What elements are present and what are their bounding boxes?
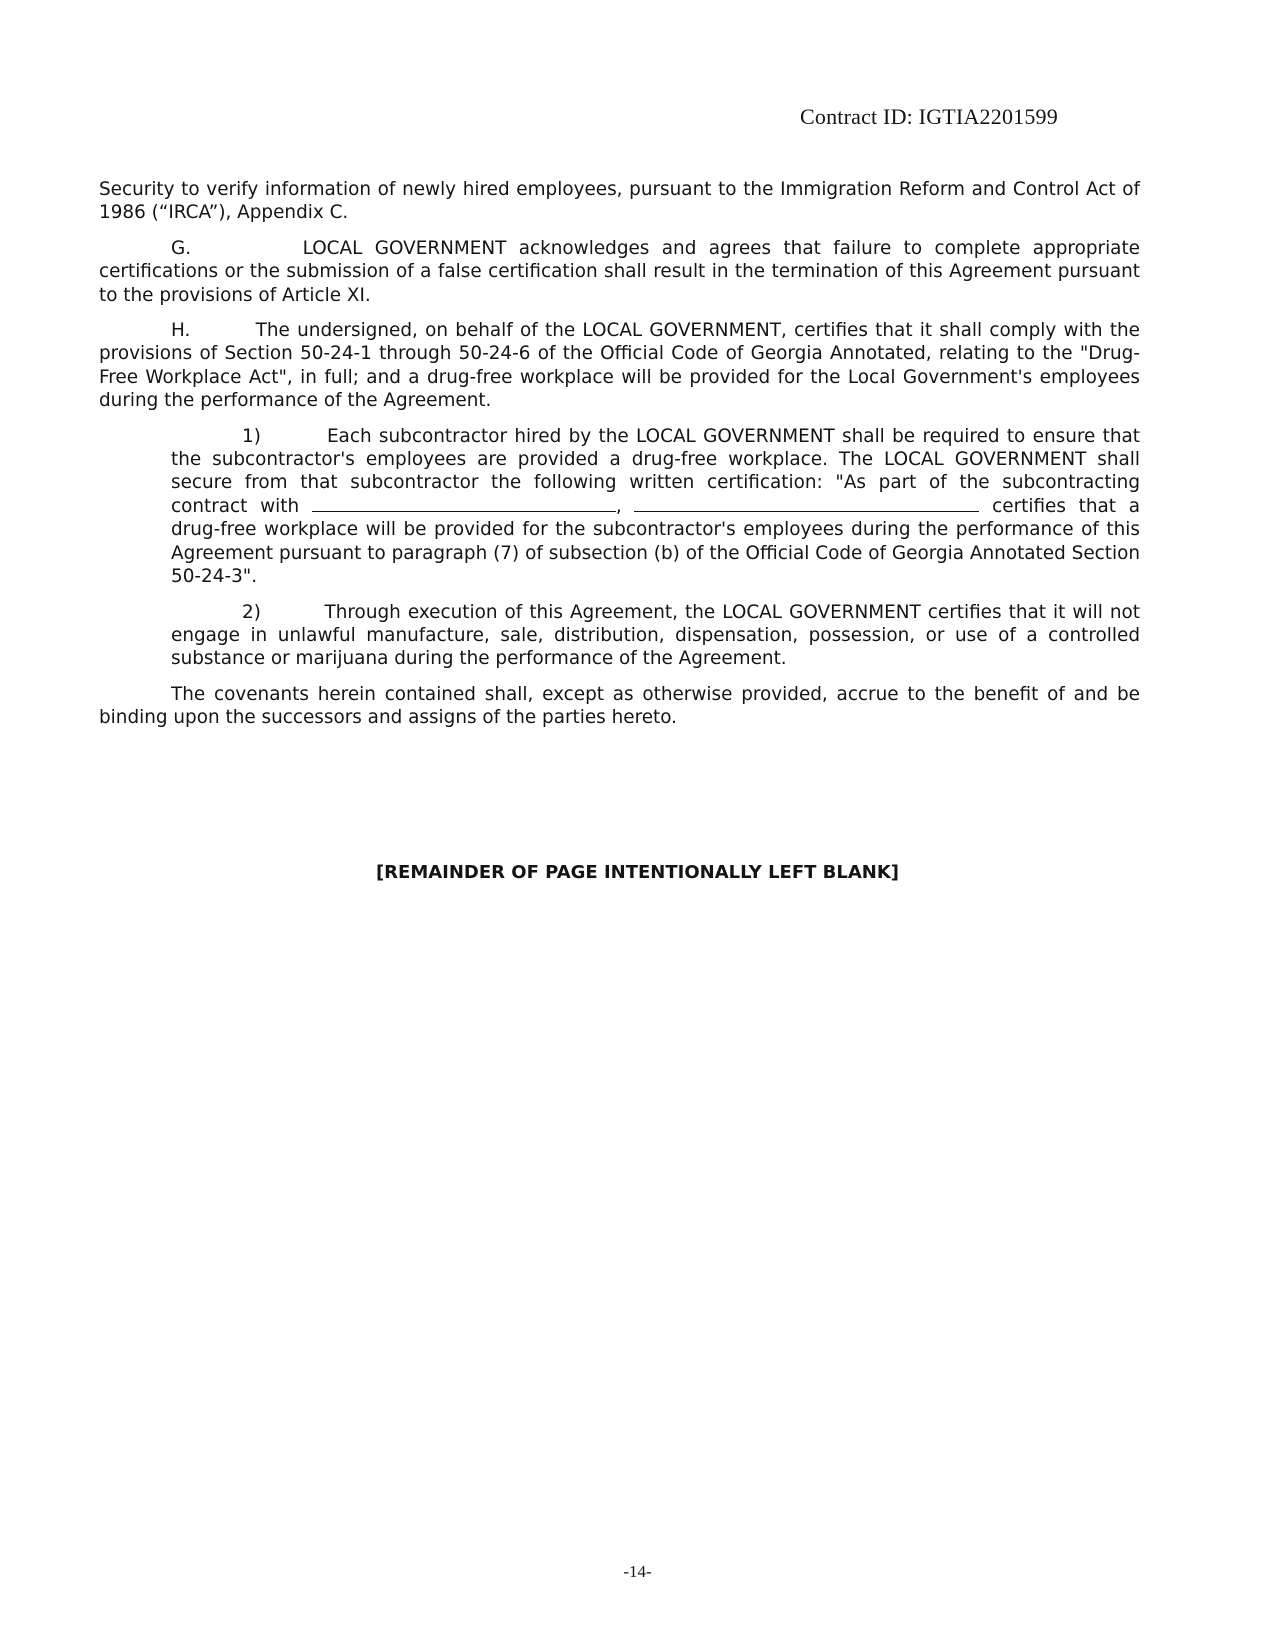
document-body	[99, 178, 1140, 742]
page-number: -14-	[623, 1562, 652, 1581]
subparagraph-1-text-after: certifies that a drug-free workplace will be provided for the subcontractor's employees during the performance of this Agreement pursuant to paragraph (7) of subsection (b) of the Official Code of Georgia Annotated Section 50-24-3".	[171, 495, 1140, 588]
paragraph-h-text: The undersigned, on behalf of the LOCAL GOVERNMENT, certifies that it shall comply with the provisions of Section 50-24-1 through 50-24-6 of the Official Code of Georgia Annotated, relating to the "Drug-Free Workplace Act", in full; and a drug-free workplace will be provided for the Local Government's employees during the performance of the Agreement.	[99, 320, 1140, 412]
subparagraph-2	[171, 601, 1140, 671]
subparagraph-2-label: 2)	[242, 601, 261, 623]
paragraph-g-text: LOCAL GOVERNMENT acknowledges and agrees that failure to complete appropriate certifications or the submission of a false certification shall result in the termination of this Agreement pursuant to the provisions of Article XI.	[99, 237, 1140, 306]
paragraph-g-label: G.	[171, 237, 192, 259]
subparagraph-2-text: Through execution of this Agreement, the LOCAL GOVERNMENT certifies that it will not engage in unlawful manufacture, sale, distribution, dispensation, possession, or use of a controlled substance or marijuana during the performance of the Agreement.	[171, 601, 1140, 670]
paragraph-intro: Security to verify information of newly hired employees, pursuant to the Immigration Reform and Control Act of 1986 (“IRCA”), Appendix C.	[99, 179, 1140, 224]
subcontractor-name-blank	[634, 496, 979, 512]
paragraph-covenants: The covenants herein contained shall, except as otherwise provided, accrue to the benefit of and be binding upon the successors and assigns of the parties hereto.	[99, 683, 1140, 729]
paragraph-h-label: H.	[171, 320, 191, 342]
contract-id-header: Contract ID: IGTIA2201599	[800, 104, 1058, 129]
contractor-name-blank	[312, 496, 616, 512]
paragraph-h	[99, 319, 1140, 413]
subparagraph-1-text-before: Each subcontractor hired by the LOCAL GOVERNMENT shall be required to ensure that the subcontractor's employees are provided a drug-free workplace. The LOCAL GOVERNMENT shall secure from that subcontractor the following written certification: "As part of the subcontracting contract with	[171, 425, 1140, 517]
remainder-notice: [REMAINDER OF PAGE INTENTIONALLY LEFT BLANK]	[375, 862, 900, 883]
paragraph-g	[99, 237, 1140, 307]
blank-separator: ,	[615, 495, 622, 517]
subparagraph-1	[171, 425, 1140, 589]
subparagraph-1-label: 1)	[242, 425, 261, 447]
